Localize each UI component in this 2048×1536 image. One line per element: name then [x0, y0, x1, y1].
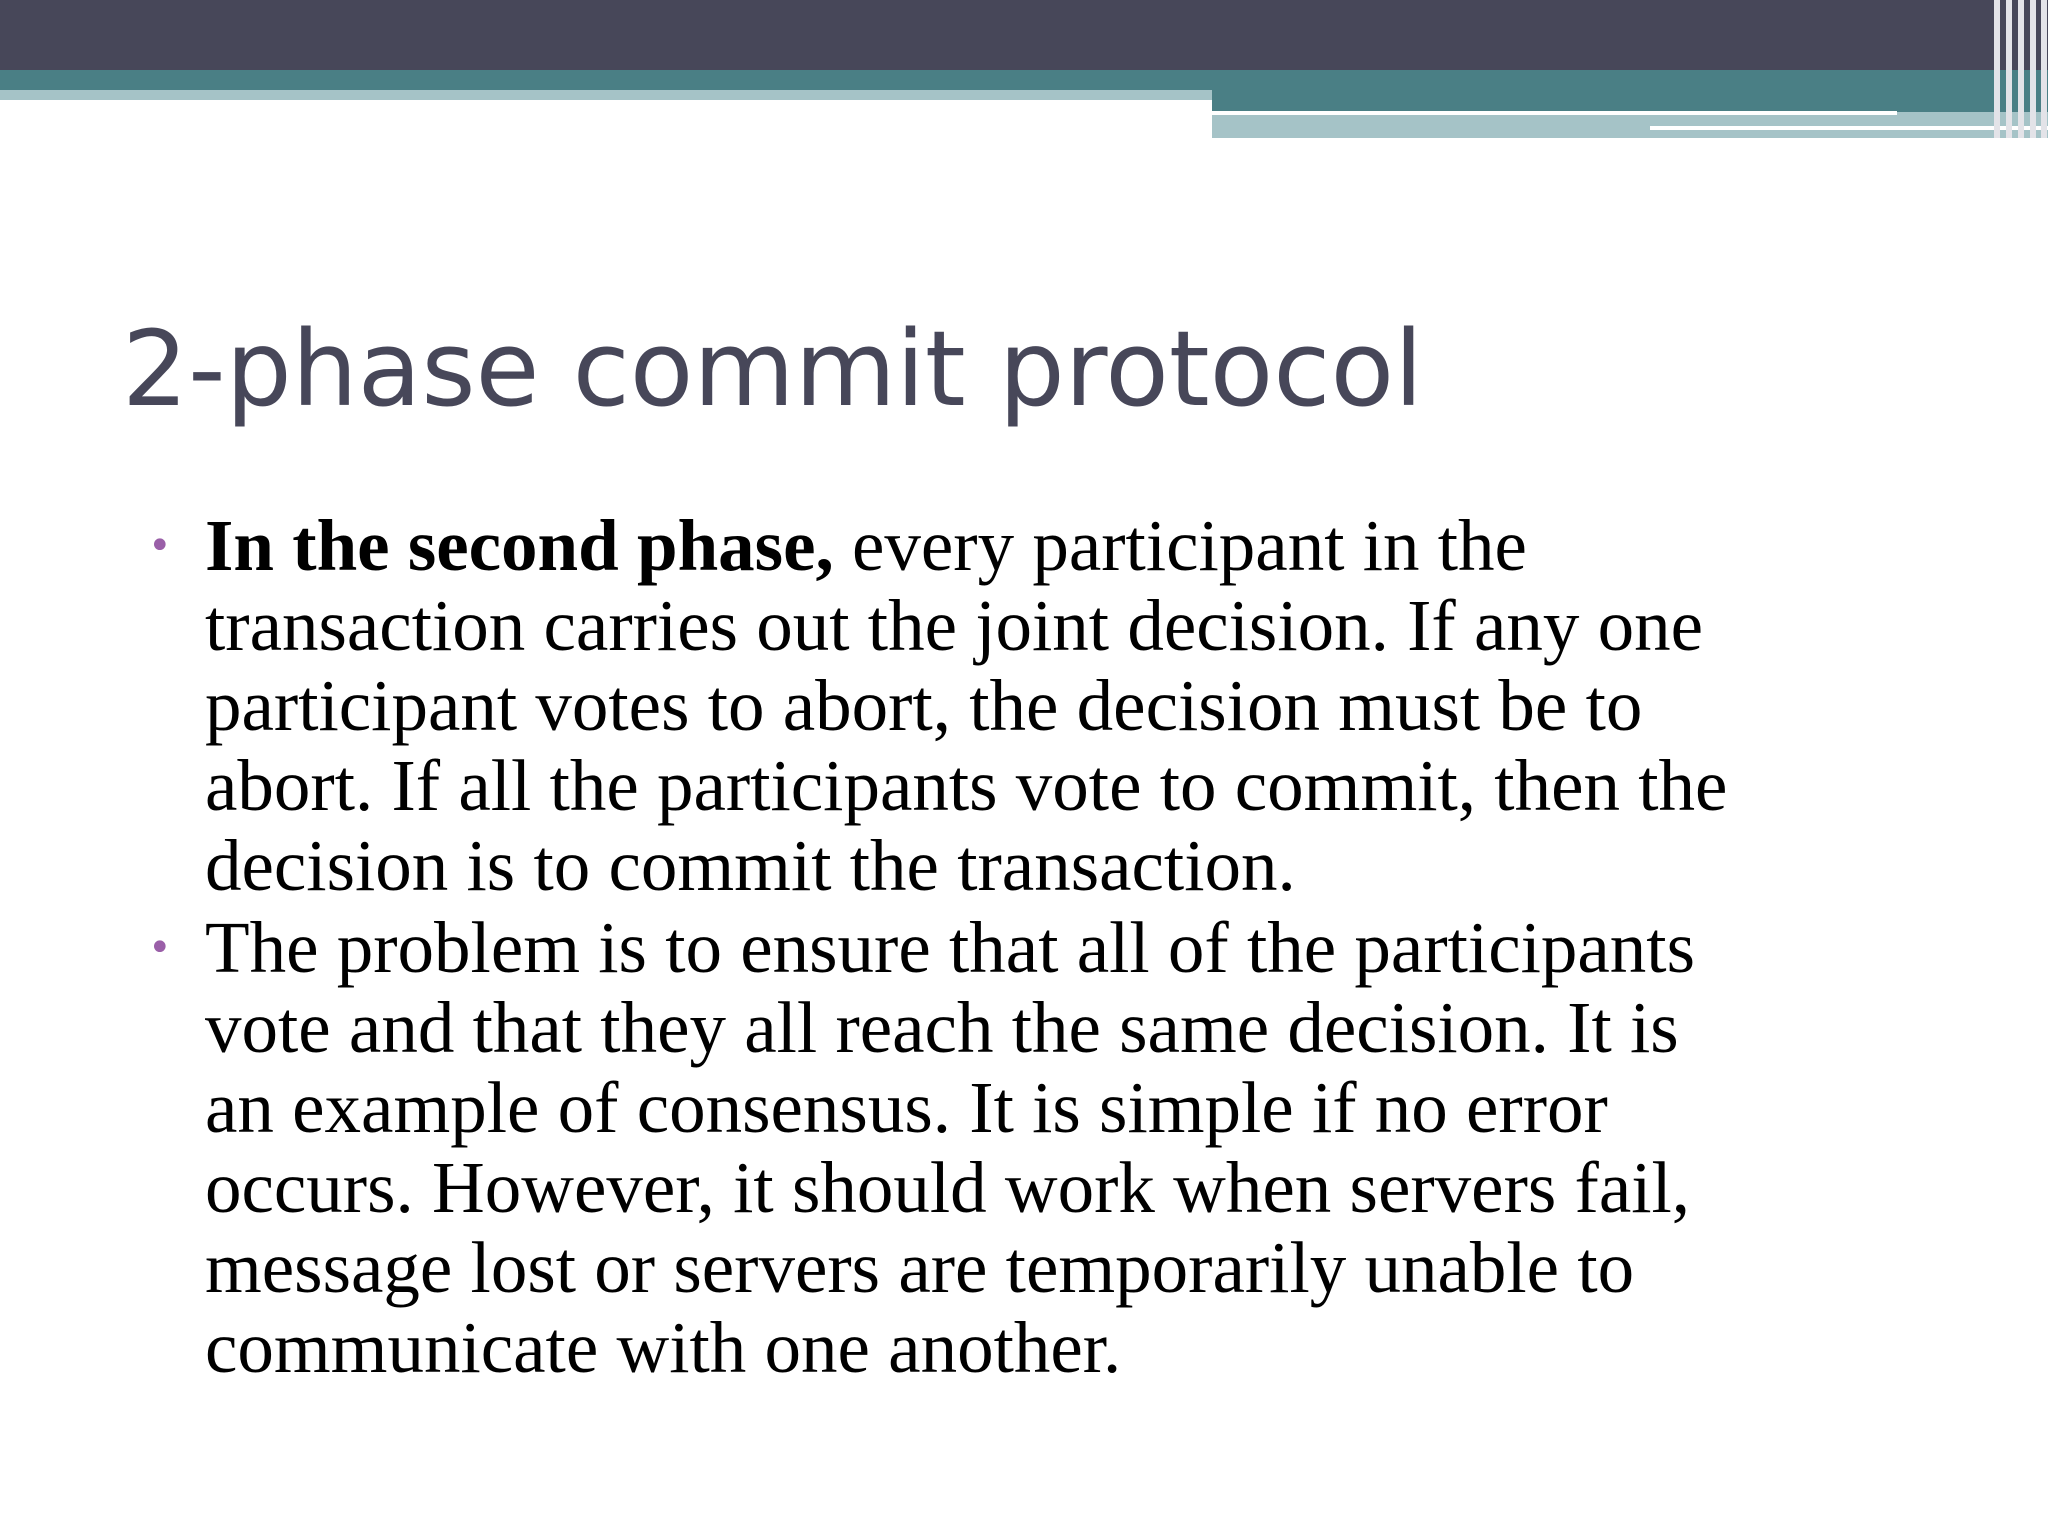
slide-title: 2-phase commit protocol	[122, 308, 1423, 430]
bullet-lead: In the second phase,	[205, 505, 834, 586]
bullet-line: communicate with one another.	[205, 1307, 1122, 1388]
bullet-line: vote and that they all reach the same decision. It is	[205, 987, 1679, 1068]
bullet-dot-icon: •	[148, 925, 172, 971]
header-stripe	[2041, 0, 2047, 138]
header-band-pale-right	[1212, 112, 2048, 138]
bullet-line: occurs. However, it should work when servers fail,	[205, 1147, 1691, 1228]
bullet-line: transaction carries out the joint decision. If any one	[205, 585, 1704, 666]
header-band-dark	[0, 0, 2048, 70]
bullet-line: participant votes to abort, the decision must be to	[205, 665, 1643, 746]
bullet-line: decision is to commit the transaction.	[205, 825, 1296, 906]
bullet-item	[148, 908, 1948, 1388]
header-band-teal-right	[1212, 90, 2048, 112]
bullet-text: every participant in the	[833, 505, 1527, 586]
header-stripes	[1986, 0, 2048, 138]
bullet-list	[148, 506, 1948, 1390]
header-stripe	[2006, 0, 2012, 138]
header-accent-line	[1212, 111, 1897, 115]
bullet-dot-icon: •	[148, 523, 172, 569]
bullet-line: an example of consensus. It is simple if no error	[205, 1067, 1608, 1148]
header-band-light	[0, 90, 1212, 100]
header-stripe	[2018, 0, 2024, 138]
bullet-line: abort. If all the participants vote to commit, then the	[205, 745, 1728, 826]
bullet-item	[148, 506, 1948, 906]
bullet-line: The problem is to ensure that all of the participants	[205, 907, 1695, 988]
header-stripe	[1994, 0, 2000, 138]
bullet-line: message lost or servers are temporarily unable to	[205, 1227, 1635, 1308]
bullet-line	[205, 506, 1948, 586]
header-band-teal	[0, 70, 2048, 90]
header-stripe	[2030, 0, 2036, 138]
